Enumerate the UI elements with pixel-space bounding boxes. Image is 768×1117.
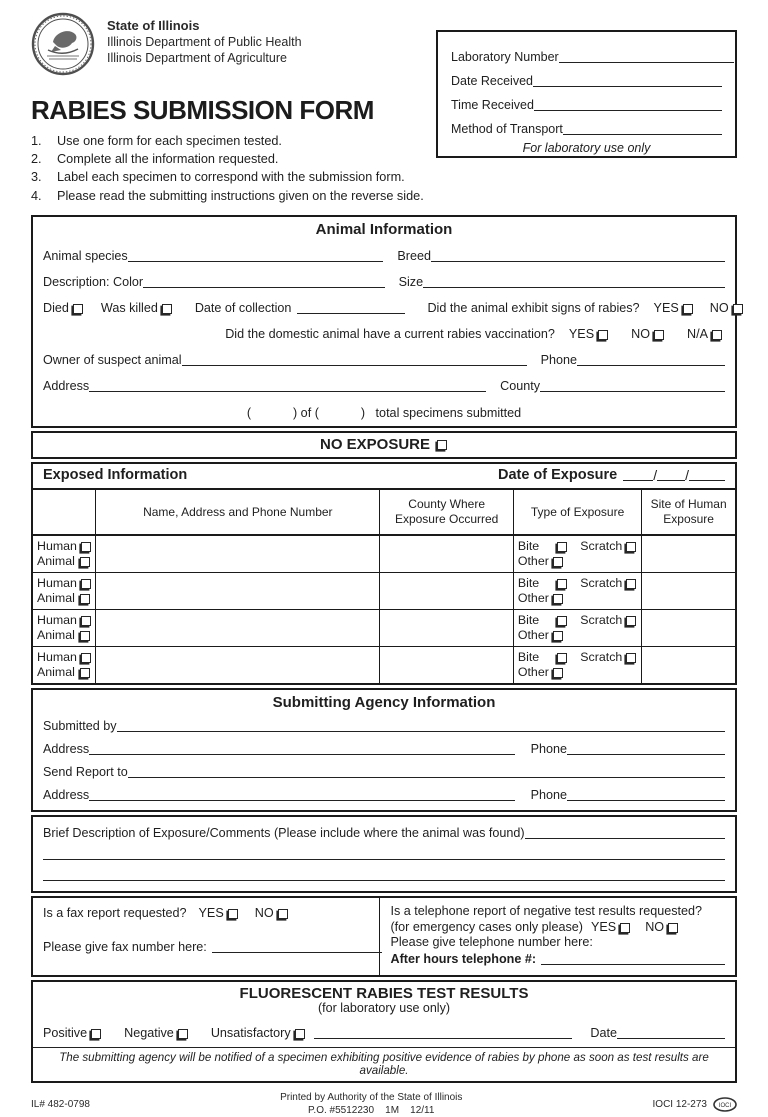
laboratory-number-input[interactable]	[559, 59, 734, 63]
animal-checkbox[interactable]	[80, 668, 90, 678]
site-column-header: Site of Human Exposure	[650, 497, 727, 526]
died-label: Died	[43, 300, 69, 315]
exposure-row	[33, 647, 735, 683]
telephone-yes-checkbox[interactable]	[620, 923, 630, 933]
exposure-who-column-header	[33, 490, 96, 534]
county-cell[interactable]	[380, 573, 513, 609]
submitting-agency-section	[31, 688, 737, 812]
size-label: Size	[398, 274, 424, 289]
type-cell	[514, 573, 642, 609]
date-slash: /	[685, 466, 689, 483]
type-cell	[514, 610, 642, 646]
report-phone-input[interactable]	[567, 797, 725, 801]
was-killed-checkbox[interactable]	[162, 304, 172, 314]
brief-description-input-1[interactable]	[525, 835, 725, 839]
send-report-to-label: Send Report to	[43, 764, 128, 779]
died-checkbox[interactable]	[73, 304, 83, 314]
vacc-na-label: N/A	[687, 326, 708, 341]
date-of-exposure-label: Date of Exposure	[497, 466, 618, 483]
breed-label: Breed	[397, 248, 431, 263]
human-label: Human	[37, 649, 77, 664]
was-killed-label: Was killed	[100, 300, 158, 315]
signs-no-label: NO	[709, 300, 729, 315]
vacc-yes-label: YES	[568, 326, 595, 341]
animal-species-label: Animal species	[43, 248, 128, 263]
footer	[31, 1092, 737, 1117]
instruction-text: Please read the submitting instructions given on the reverse side.	[57, 188, 424, 203]
specimens-count-line: ( ) of ( ) total specimens submitted	[246, 405, 522, 420]
exposed-information-header	[33, 464, 735, 490]
submitted-by-input[interactable]	[117, 728, 725, 732]
laboratory-number-label: Laboratory Number	[451, 50, 559, 64]
site-cell[interactable]	[642, 536, 735, 572]
animal-information-section	[31, 215, 737, 428]
animal-label: Animal	[37, 553, 75, 568]
vacc-na-checkbox[interactable]	[712, 330, 722, 340]
name-address-cell[interactable]	[96, 536, 380, 572]
other-checkbox[interactable]	[553, 594, 563, 604]
owner-label: Owner of suspect animal	[43, 352, 182, 367]
vaccination-question: Did the domestic animal have a current rabies vaccination?	[225, 326, 555, 341]
other-label: Other	[517, 553, 549, 568]
telephone-no-label: NO	[645, 919, 665, 934]
scratch-checkbox[interactable]	[626, 542, 636, 552]
instruction-item	[31, 187, 737, 205]
bite-checkbox[interactable]	[557, 653, 567, 663]
human-checkbox[interactable]	[81, 653, 91, 663]
time-received-input[interactable]	[534, 107, 722, 111]
exposure-day-input[interactable]	[657, 477, 685, 481]
time-received-label: Time Received	[451, 98, 534, 112]
who-cell	[33, 536, 96, 572]
fax-yes-checkbox[interactable]	[228, 909, 238, 919]
scratch-checkbox[interactable]	[626, 616, 636, 626]
test-results-title: FLUORESCENT RABIES TEST RESULTS	[239, 985, 529, 1003]
owner-input[interactable]	[182, 362, 527, 366]
instruction-number: 2.	[31, 152, 42, 167]
fax-yes-label: YES	[198, 905, 224, 920]
vacc-no-checkbox[interactable]	[654, 330, 664, 340]
scratch-label: Scratch	[580, 575, 623, 590]
county-column-header: County Where Exposure Occurred	[380, 490, 513, 534]
type-cell	[514, 647, 642, 683]
color-input[interactable]	[143, 284, 385, 288]
scratch-label: Scratch	[580, 538, 623, 553]
instruction-text: Complete all the information requested.	[57, 152, 279, 167]
fax-no-checkbox[interactable]	[278, 909, 288, 919]
no-exposure-checkbox[interactable]	[437, 440, 447, 450]
name-address-cell[interactable]	[96, 610, 380, 646]
name-address-cell[interactable]	[96, 573, 380, 609]
negative-checkbox[interactable]	[178, 1029, 188, 1039]
instruction-number: 3.	[31, 170, 42, 185]
human-label: Human	[37, 575, 77, 590]
county-input[interactable]	[540, 388, 725, 392]
exposure-table	[33, 490, 735, 683]
fax-report-cell	[33, 898, 380, 976]
animal-checkbox[interactable]	[80, 557, 90, 567]
scratch-checkbox[interactable]	[626, 653, 636, 663]
instruction-text: Label each specimen to correspond with the submission form.	[57, 170, 405, 185]
signs-no-checkbox[interactable]	[733, 304, 743, 314]
exposed-information-title: Exposed Information	[43, 466, 188, 483]
fax-number-label: Please give fax number here:	[43, 939, 207, 954]
ioci-logo-icon	[713, 1097, 737, 1112]
dept-agriculture: Illinois Department of Agriculture	[107, 51, 287, 65]
bite-label: Bite	[517, 575, 540, 590]
other-checkbox[interactable]	[553, 668, 563, 678]
animal-information-title: Animal Information	[315, 220, 453, 238]
name-address-column-header: Name, Address and Phone Number	[96, 490, 380, 534]
exposure-table-header-row	[33, 490, 735, 536]
animal-label: Animal	[37, 664, 75, 679]
exposure-row	[33, 573, 735, 610]
state-name: State of Illinois	[107, 18, 200, 33]
brief-description-input-3[interactable]	[43, 877, 725, 881]
date-received-input[interactable]	[533, 83, 722, 87]
human-checkbox[interactable]	[81, 579, 91, 589]
report-phone-label: Phone	[530, 787, 567, 802]
county-cell[interactable]	[380, 610, 513, 646]
site-cell[interactable]	[642, 573, 735, 609]
date-of-collection-input[interactable]	[297, 310, 405, 314]
animal-label: Animal	[37, 590, 75, 605]
report-address-input[interactable]	[89, 797, 514, 801]
county-cell[interactable]	[380, 647, 513, 683]
page-title: RABIES SUBMISSION FORM	[31, 95, 374, 125]
brief-description-section	[31, 815, 737, 893]
print-order-line: P.O. #5512230 1M 12/11	[308, 1104, 435, 1116]
type-cell	[514, 536, 642, 572]
form-number: IL# 482-0798	[31, 1099, 90, 1111]
test-results-subtitle: (for laboratory use only)	[317, 1001, 450, 1016]
unsatisfactory-checkbox[interactable]	[295, 1029, 305, 1039]
no-exposure-bar	[31, 431, 737, 459]
bite-checkbox[interactable]	[557, 579, 567, 589]
dept-public-health: Illinois Department of Public Health	[107, 35, 302, 49]
bite-label: Bite	[517, 612, 540, 627]
exposure-year-input[interactable]	[689, 477, 725, 481]
ioci-block	[653, 1097, 737, 1112]
human-checkbox[interactable]	[81, 616, 91, 626]
telephone-no-checkbox[interactable]	[668, 923, 678, 933]
submitted-by-label: Submitted by	[43, 718, 117, 733]
scratch-checkbox[interactable]	[626, 579, 636, 589]
result-detail-input[interactable]	[314, 1035, 573, 1039]
exposure-month-input[interactable]	[623, 477, 653, 481]
after-hours-input[interactable]	[541, 961, 725, 965]
who-cell	[33, 610, 96, 646]
unsatisfactory-label: Unsatisfactory	[210, 1026, 291, 1041]
vacc-yes-checkbox[interactable]	[598, 330, 608, 340]
type-column-header: Type of Exposure	[514, 490, 642, 534]
date-received-label: Date Received	[451, 74, 533, 88]
method-of-transport-input[interactable]	[563, 131, 722, 135]
printed-by-line: Printed by Authority of the State of Illinois	[280, 1092, 463, 1104]
instruction-number: 4.	[31, 188, 42, 203]
fax-telephone-section	[31, 896, 737, 978]
human-label: Human	[37, 538, 77, 553]
agency-names	[107, 12, 302, 66]
positive-checkbox[interactable]	[91, 1029, 101, 1039]
bite-label: Bite	[517, 538, 540, 553]
positive-notification-note: The submitting agency will be notified of a specimen exhibiting positive evidence of rabies by phone as soon as test results are available.	[33, 1047, 735, 1081]
agency-address-label: Address	[43, 741, 90, 756]
scratch-label: Scratch	[580, 612, 623, 627]
human-label: Human	[37, 612, 77, 627]
fax-no-label: NO	[254, 905, 274, 920]
human-checkbox[interactable]	[81, 542, 91, 552]
breed-input[interactable]	[431, 258, 725, 262]
brief-description-input-2[interactable]	[43, 856, 725, 860]
bite-checkbox[interactable]	[557, 616, 567, 626]
date-slash: /	[653, 466, 658, 483]
telephone-qualifier: (for emergency cases only please)	[390, 919, 583, 934]
signs-yes-checkbox[interactable]	[683, 304, 693, 314]
owner-address-input[interactable]	[89, 388, 486, 392]
telephone-report-cell	[380, 898, 735, 976]
printed-by-block	[90, 1092, 653, 1117]
description-color-label: Description: Color	[43, 274, 144, 289]
laboratory-use-box	[436, 30, 737, 158]
size-input[interactable]	[423, 284, 725, 288]
site-cell[interactable]	[642, 647, 735, 683]
result-date-label: Date	[590, 1026, 617, 1041]
submitting-agency-title: Submitting Agency Information	[272, 693, 496, 711]
telephone-number-label: Please give telephone number here:	[390, 935, 593, 950]
report-address-label: Address	[43, 787, 90, 802]
animal-checkbox[interactable]	[80, 631, 90, 641]
vacc-no-label: NO	[631, 326, 650, 341]
after-hours-label: After hours telephone #:	[390, 952, 537, 967]
result-date-input[interactable]	[617, 1035, 725, 1039]
instruction-item	[31, 168, 737, 186]
county-label: County	[500, 378, 540, 393]
brief-description-label: Brief Description of Exposure/Comments (Please include where the animal was found)	[43, 825, 525, 840]
negative-label: Negative	[124, 1026, 174, 1041]
telephone-question: Is a telephone report of negative test results requested?	[390, 904, 703, 919]
no-exposure-label: NO EXPOSURE	[319, 436, 431, 454]
bite-label: Bite	[517, 649, 540, 664]
signs-yes-label: YES	[653, 300, 679, 315]
county-cell[interactable]	[380, 536, 513, 572]
agency-address-input[interactable]	[89, 751, 514, 755]
scratch-label: Scratch	[580, 649, 623, 664]
name-address-cell[interactable]	[96, 647, 380, 683]
lab-use-only-note: For laboratory use only	[522, 141, 651, 155]
exposure-row	[33, 610, 735, 647]
animal-species-input[interactable]	[128, 258, 384, 262]
positive-label: Positive	[43, 1026, 88, 1041]
instruction-number: 1.	[31, 134, 42, 148]
send-report-to-input[interactable]	[128, 774, 725, 778]
bite-checkbox[interactable]	[557, 542, 567, 552]
agency-phone-input[interactable]	[567, 751, 725, 755]
other-checkbox[interactable]	[553, 557, 563, 567]
fax-question: Is a fax report requested?	[43, 905, 187, 920]
owner-phone-label: Phone	[540, 352, 577, 367]
telephone-yes-label: YES	[590, 919, 617, 934]
method-of-transport-label: Method of Transport	[451, 122, 563, 136]
signs-of-rabies-question: Did the animal exhibit signs of rabies?	[427, 300, 640, 315]
who-cell	[33, 573, 96, 609]
owner-address-label: Address	[43, 378, 90, 393]
other-checkbox[interactable]	[553, 631, 563, 641]
other-label: Other	[517, 590, 549, 605]
animal-label: Animal	[37, 627, 75, 642]
instruction-text: Use one form for each specimen tested.	[57, 134, 282, 148]
svg-text:IOCI: IOCI	[718, 1103, 732, 1110]
fax-number-input[interactable]	[212, 949, 382, 953]
ioci-number: IOCI 12-273	[652, 1099, 707, 1111]
test-results-section	[31, 980, 737, 1083]
who-cell	[33, 647, 96, 683]
date-of-exposure-group	[498, 467, 725, 483]
agency-phone-label: Phone	[530, 741, 567, 756]
site-cell[interactable]	[642, 610, 735, 646]
animal-checkbox[interactable]	[80, 594, 90, 604]
exposure-row	[33, 536, 735, 573]
date-of-collection-label: Date of collection	[194, 300, 292, 315]
owner-phone-input[interactable]	[577, 362, 725, 366]
other-label: Other	[517, 664, 549, 679]
exposed-information-section	[31, 462, 737, 685]
other-label: Other	[517, 627, 549, 642]
illinois-state-seal	[31, 12, 95, 81]
